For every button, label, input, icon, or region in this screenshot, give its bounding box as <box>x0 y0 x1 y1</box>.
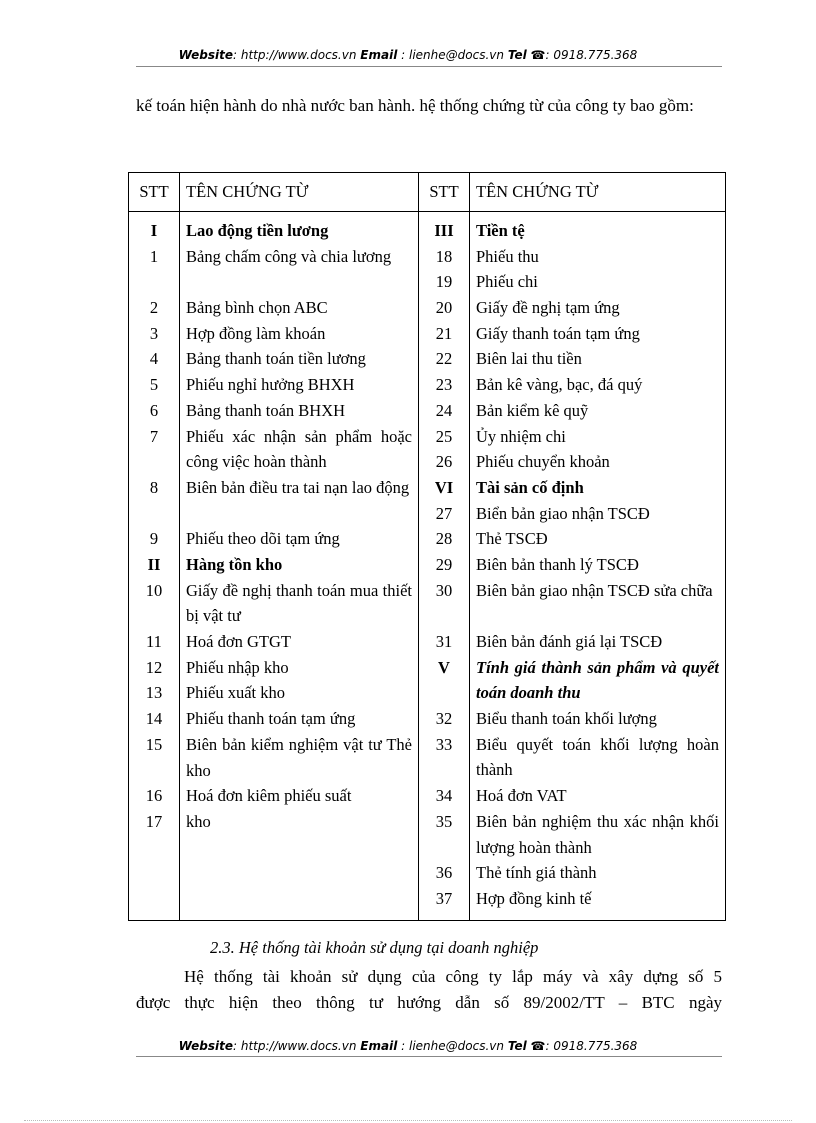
group-number: II <box>147 554 161 574</box>
row-number: 15 <box>145 734 163 754</box>
body-paragraph-1: Hệ thống tài khoản sử dụng của công ty lắp máy và xây dựng số 5 <box>184 967 722 986</box>
group-number: VI <box>434 477 454 497</box>
tel-label: Tel <box>507 48 527 62</box>
table-body-row <box>129 212 726 921</box>
phone-icon: ☎ <box>530 1039 546 1053</box>
document-name: kho <box>186 811 211 831</box>
document-name: Hợp đồng kinh tế <box>476 888 592 908</box>
document-name: Biên bản giao nhận TSCĐ sửa chữa <box>476 580 713 600</box>
row-number: 2 <box>149 298 159 318</box>
email-link[interactable]: : lienhe@docs.vn <box>401 1039 504 1053</box>
document-name: Biên bản kiểm nghiệm vật tư Thẻ kho <box>186 734 412 780</box>
document-list-table <box>128 172 726 921</box>
row-number: 25 <box>435 426 453 446</box>
row-number: 16 <box>145 786 163 806</box>
row-number: 22 <box>435 349 453 369</box>
row-number: 6 <box>149 400 159 420</box>
document-name: Bản kê vàng, bạc, đá quý <box>476 375 643 395</box>
row-number: 29 <box>435 554 453 574</box>
row-number: 28 <box>435 529 453 549</box>
phone-icon: ☎ <box>530 48 546 62</box>
col-name-right: TÊN CHỨNG TỪ <box>470 173 726 212</box>
document-name: Ủy nhiệm chi <box>476 426 566 446</box>
page-header <box>0 48 816 62</box>
footer-rule <box>136 1056 722 1057</box>
document-name: Phiếu thanh toán tạm ứng <box>186 709 356 729</box>
col-name-left: TÊN CHỨNG TỪ <box>180 173 419 212</box>
website-label: Website <box>178 48 233 62</box>
document-name: Phiếu chuyển khoản <box>476 452 610 472</box>
group-number: III <box>434 221 454 240</box>
row-number: 23 <box>435 375 453 395</box>
document-name: Hoá đơn VAT <box>476 786 567 806</box>
row-number: 5 <box>149 375 159 395</box>
document-name: Phiếu thu <box>476 246 539 266</box>
document-name: Thẻ tính giá thành <box>476 863 597 883</box>
group-title: Tài sản cố định <box>476 477 584 497</box>
section-title: 2.3. Hệ thống tài khoản sử dụng tại doanh nghiệp <box>210 938 539 957</box>
row-number: 18 <box>435 246 453 266</box>
page-edge-divider <box>24 1120 792 1121</box>
document-name: Thẻ TSCĐ <box>476 529 548 549</box>
document-name: Biên bản đánh giá lại TSCĐ <box>476 632 663 652</box>
row-number: 7 <box>149 426 159 446</box>
document-name: Phiếu nhập kho <box>186 657 289 677</box>
left-name-column <box>180 212 419 921</box>
row-number: 4 <box>149 349 159 369</box>
row-number: 30 <box>435 580 453 600</box>
document-name: Bản kiểm kê quỹ <box>476 400 589 420</box>
row-number: 19 <box>435 272 453 292</box>
tel-label: Tel <box>507 1039 527 1053</box>
website-link[interactable]: : http://www.docs.vn <box>233 1039 357 1053</box>
header-rule <box>136 66 722 67</box>
document-name: Biên bản thanh lý TSCĐ <box>476 554 639 574</box>
group-title: Hàng tồn kho <box>186 554 283 574</box>
row-number: 32 <box>435 709 453 729</box>
document-name: Phiếu xuất kho <box>186 683 285 703</box>
row-number: 27 <box>435 503 453 523</box>
document-name: Bảng chấm công và chia lương <box>186 246 392 266</box>
document-name: Phiếu nghỉ hưởng BHXH <box>186 375 355 395</box>
table-header-row <box>129 173 726 212</box>
document-name: Biên bản điều tra tai nạn lao động <box>186 477 410 497</box>
email-label: Email <box>360 48 398 62</box>
row-number: 21 <box>435 323 453 343</box>
document-name: Bảng thanh toán tiền lương <box>186 349 366 369</box>
document-name: Biên lai thu tiền <box>476 349 582 369</box>
email-link[interactable]: : lienhe@docs.vn <box>401 48 504 62</box>
group-number: V <box>438 657 450 677</box>
document-name: Phiếu xác nhận sản phẩm hoặc công việc hoàn thành <box>186 426 412 472</box>
row-number: 33 <box>435 734 453 754</box>
document-name: Phiếu chi <box>476 272 538 292</box>
col-stt-left: STT <box>129 173 180 212</box>
row-number: 11 <box>146 632 162 652</box>
website-link[interactable]: : http://www.docs.vn <box>233 48 357 62</box>
document-name: Bảng thanh toán BHXH <box>186 400 346 420</box>
row-number: 12 <box>145 657 163 677</box>
tel-value: : 0918.775.368 <box>545 1039 638 1053</box>
document-name: Hợp đồng làm khoán <box>186 323 326 343</box>
row-number: 36 <box>435 863 453 883</box>
row-number: 34 <box>435 786 453 806</box>
row-number: 17 <box>145 811 163 831</box>
group-number: I <box>150 221 158 240</box>
row-number: 8 <box>149 477 159 497</box>
row-number: 9 <box>149 529 159 549</box>
row-number: 10 <box>145 580 163 600</box>
document-name: Bảng bình chọn ABC <box>186 298 328 318</box>
document-name: Hoá đơn kiêm phiếu suất <box>186 786 352 806</box>
document-name: Biên bản nghiệm thu xác nhận khối lượng hoàn thành <box>476 811 719 857</box>
right-name-column <box>470 212 726 921</box>
row-number: 37 <box>435 888 453 908</box>
row-number: 20 <box>435 298 453 318</box>
document-name: Giấy thanh toán tạm ứng <box>476 323 640 343</box>
col-stt-right: STT <box>419 173 470 212</box>
group-title: Tiền tệ <box>476 221 525 240</box>
document-name: Giấy đề nghị tạm ứng <box>476 298 620 318</box>
document-name: Biểu thanh toán khối lượng <box>476 709 657 729</box>
row-number: 1 <box>149 246 159 266</box>
group-title: Tính giá thành sản phẩm và quyết toán doanh thu <box>476 657 719 703</box>
intro-paragraph: kế toán hiện hành do nhà nước ban hành. hệ thống chứng từ của công ty bao gồm: <box>136 96 694 115</box>
row-number: 35 <box>435 811 453 831</box>
document-name: Giấy đề nghị thanh toán mua thiết bị vật tư <box>186 580 412 626</box>
document-name: Hoá đơn GTGT <box>186 632 291 652</box>
left-stt-column <box>129 212 180 921</box>
row-number: 14 <box>145 709 163 729</box>
page-footer <box>0 1039 816 1053</box>
row-number: 13 <box>145 683 163 703</box>
document-name: Biểu quyết toán khối lượng hoàn thành <box>476 734 719 780</box>
tel-value: : 0918.775.368 <box>545 48 638 62</box>
body-paragraph-2: được thực hiện theo thông tư hướng dẫn số 89/2002/TT – BTC ngày <box>136 993 722 1012</box>
row-number: 3 <box>149 323 159 343</box>
email-label: Email <box>360 1039 398 1053</box>
right-stt-column <box>419 212 470 921</box>
row-number: 26 <box>435 452 453 472</box>
document-name: Biển bản giao nhận TSCĐ <box>476 503 650 523</box>
website-label: Website <box>178 1039 233 1053</box>
row-number: 24 <box>435 400 453 420</box>
row-number: 31 <box>435 632 453 652</box>
group-title: Lao động tiền lương <box>186 221 329 240</box>
document-name: Phiếu theo dõi tạm ứng <box>186 529 340 549</box>
